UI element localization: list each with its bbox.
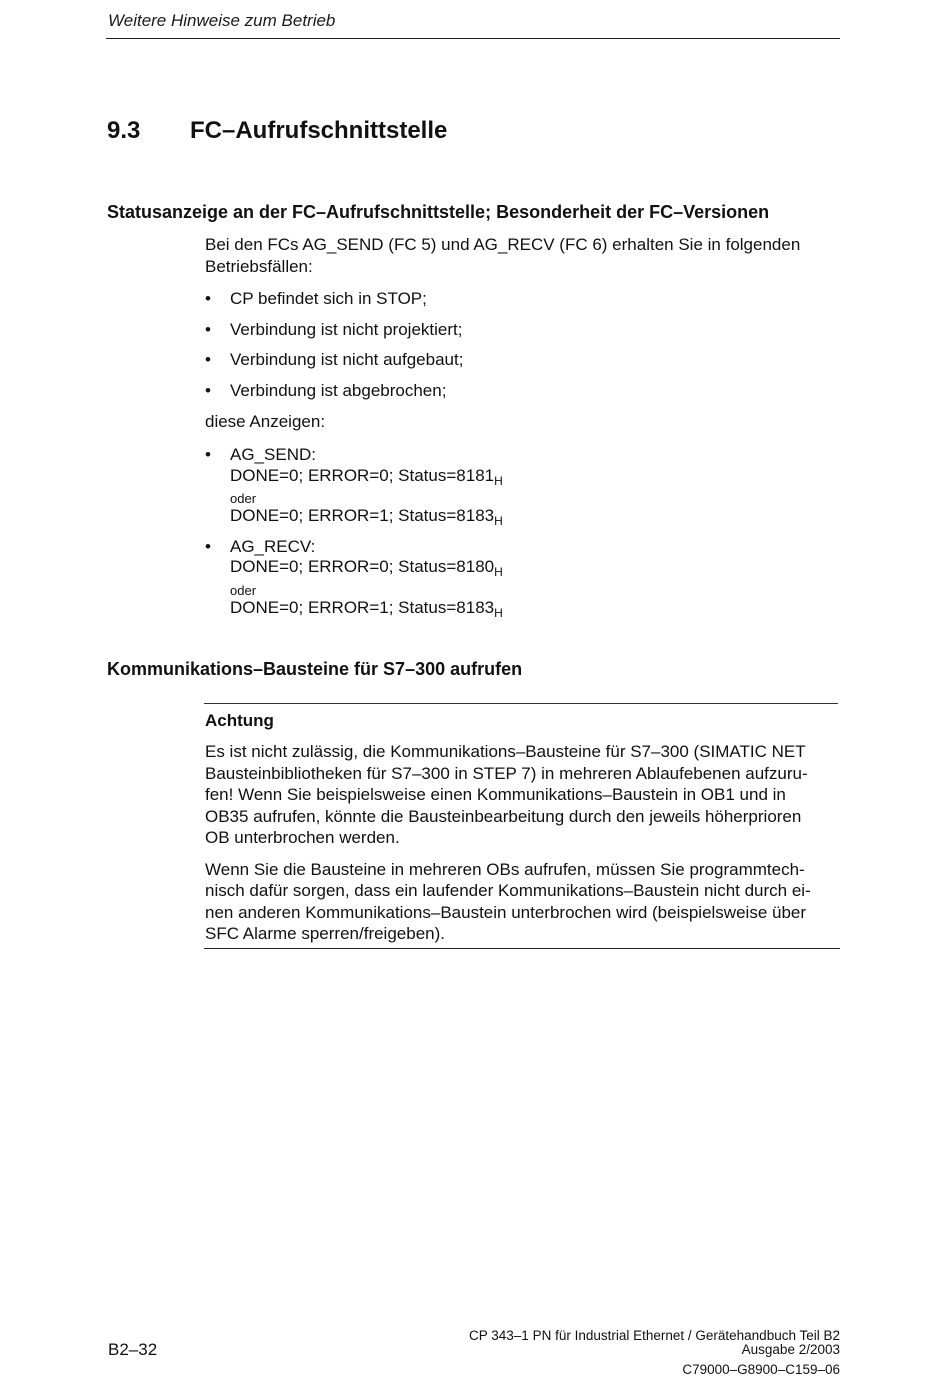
notice-title: Achtung bbox=[205, 711, 274, 730]
footer-order-number: C79000–G8900–C159–06 bbox=[682, 1362, 840, 1377]
case-item: Verbindung ist nicht aufgebaut; bbox=[230, 350, 464, 369]
notice-para1-line: Es ist nicht zulässig, die Kommunikations–Bausteine für S7–300 (SIMATIC NET bbox=[205, 742, 806, 761]
display-intro: diese Anzeigen: bbox=[205, 412, 326, 431]
status-intro-line2: Betriebsfällen: bbox=[205, 257, 313, 276]
ag-send-status-line1: DONE=0; ERROR=0; $Status=8181_H$ bbox=[230, 466, 503, 488]
case-item: Verbindung ist nicht projektiert; bbox=[230, 320, 463, 339]
ag-recv-or: oder bbox=[230, 583, 257, 598]
footer-book-title: CP 343–1 PN für Industrial Ethernet / Gerätehandbuch Teil B2 bbox=[469, 1328, 840, 1343]
notice-para2-line: Wenn Sie die Bausteine in mehreren OBs aufrufen, müssen Sie programmtech- bbox=[205, 860, 805, 879]
section-title: FC–Aufrufschnittstelle bbox=[190, 117, 448, 144]
status-intro-line1: Bei den FCs AG_SEND (FC 5) und AG_RECV (FC 6) erhalten Sie in folgenden bbox=[205, 235, 801, 254]
case-item: Verbindung ist abgebrochen; bbox=[230, 381, 447, 400]
notice-para1-line: Bausteinbibliotheken für S7–300 in STEP 7) in mehreren Ablaufebenen aufzuru- bbox=[205, 764, 808, 783]
bullet-marker: • bbox=[205, 537, 211, 556]
notice-top-rule bbox=[204, 703, 838, 704]
running-header: Weitere Hinweise zum Betrieb bbox=[108, 11, 336, 30]
page-number: B2–32 bbox=[108, 1340, 158, 1359]
ag-recv-label: AG_RECV: bbox=[230, 537, 316, 556]
notice-para2-line: nisch dafür sorgen, dass ein laufender Kommunikations–Baustein nicht durch ei- bbox=[205, 881, 811, 900]
bullet-marker: • bbox=[205, 381, 211, 400]
ag-send-label: AG_SEND: bbox=[230, 445, 316, 464]
ag-send-or: oder bbox=[230, 491, 257, 506]
ag-send-status-line2: DONE=0; ERROR=1; $Status=8183_H$ bbox=[230, 506, 503, 528]
bullet-marker: • bbox=[205, 289, 211, 308]
notice-para2-line: SFC Alarme sperren/freigeben). bbox=[205, 924, 445, 943]
bullet-marker: • bbox=[205, 350, 211, 369]
notice-para1-line: OB35 aufrufen, könnte die Bausteinbearbeitung durch den jeweils höherprioren bbox=[205, 807, 802, 826]
section-number: 9.3 bbox=[107, 117, 141, 144]
ag-recv-status-line1: DONE=0; ERROR=0; $Status=8180_H$ bbox=[230, 557, 503, 579]
bullet-marker: • bbox=[205, 320, 211, 339]
notice-para1-line: fen! Wenn Sie beispielsweise einen Kommunikations–Baustein in OB1 und in bbox=[205, 785, 786, 804]
ag-recv-status-line2: DONE=0; ERROR=1; $Status=8183_H$ bbox=[230, 598, 503, 620]
notice-para2-line: nen anderen Kommunikations–Baustein unterbrochen wird (beispielsweise über bbox=[205, 903, 807, 922]
bullet-marker: • bbox=[205, 445, 211, 464]
kommunikation-heading: Kommunikations–Bausteine für S7–300 aufrufen bbox=[107, 659, 523, 679]
status-heading: Statusanzeige an der FC–Aufrufschnittstelle; Besonderheit der FC–Versionen bbox=[107, 202, 770, 222]
notice-bottom-rule bbox=[204, 948, 840, 949]
case-item: CP befindet sich in STOP; bbox=[230, 289, 427, 308]
notice-para1-line: OB unterbrochen werden. bbox=[205, 828, 400, 847]
header-rule bbox=[106, 38, 840, 39]
footer-edition: Ausgabe 2/2003 bbox=[741, 1342, 840, 1357]
